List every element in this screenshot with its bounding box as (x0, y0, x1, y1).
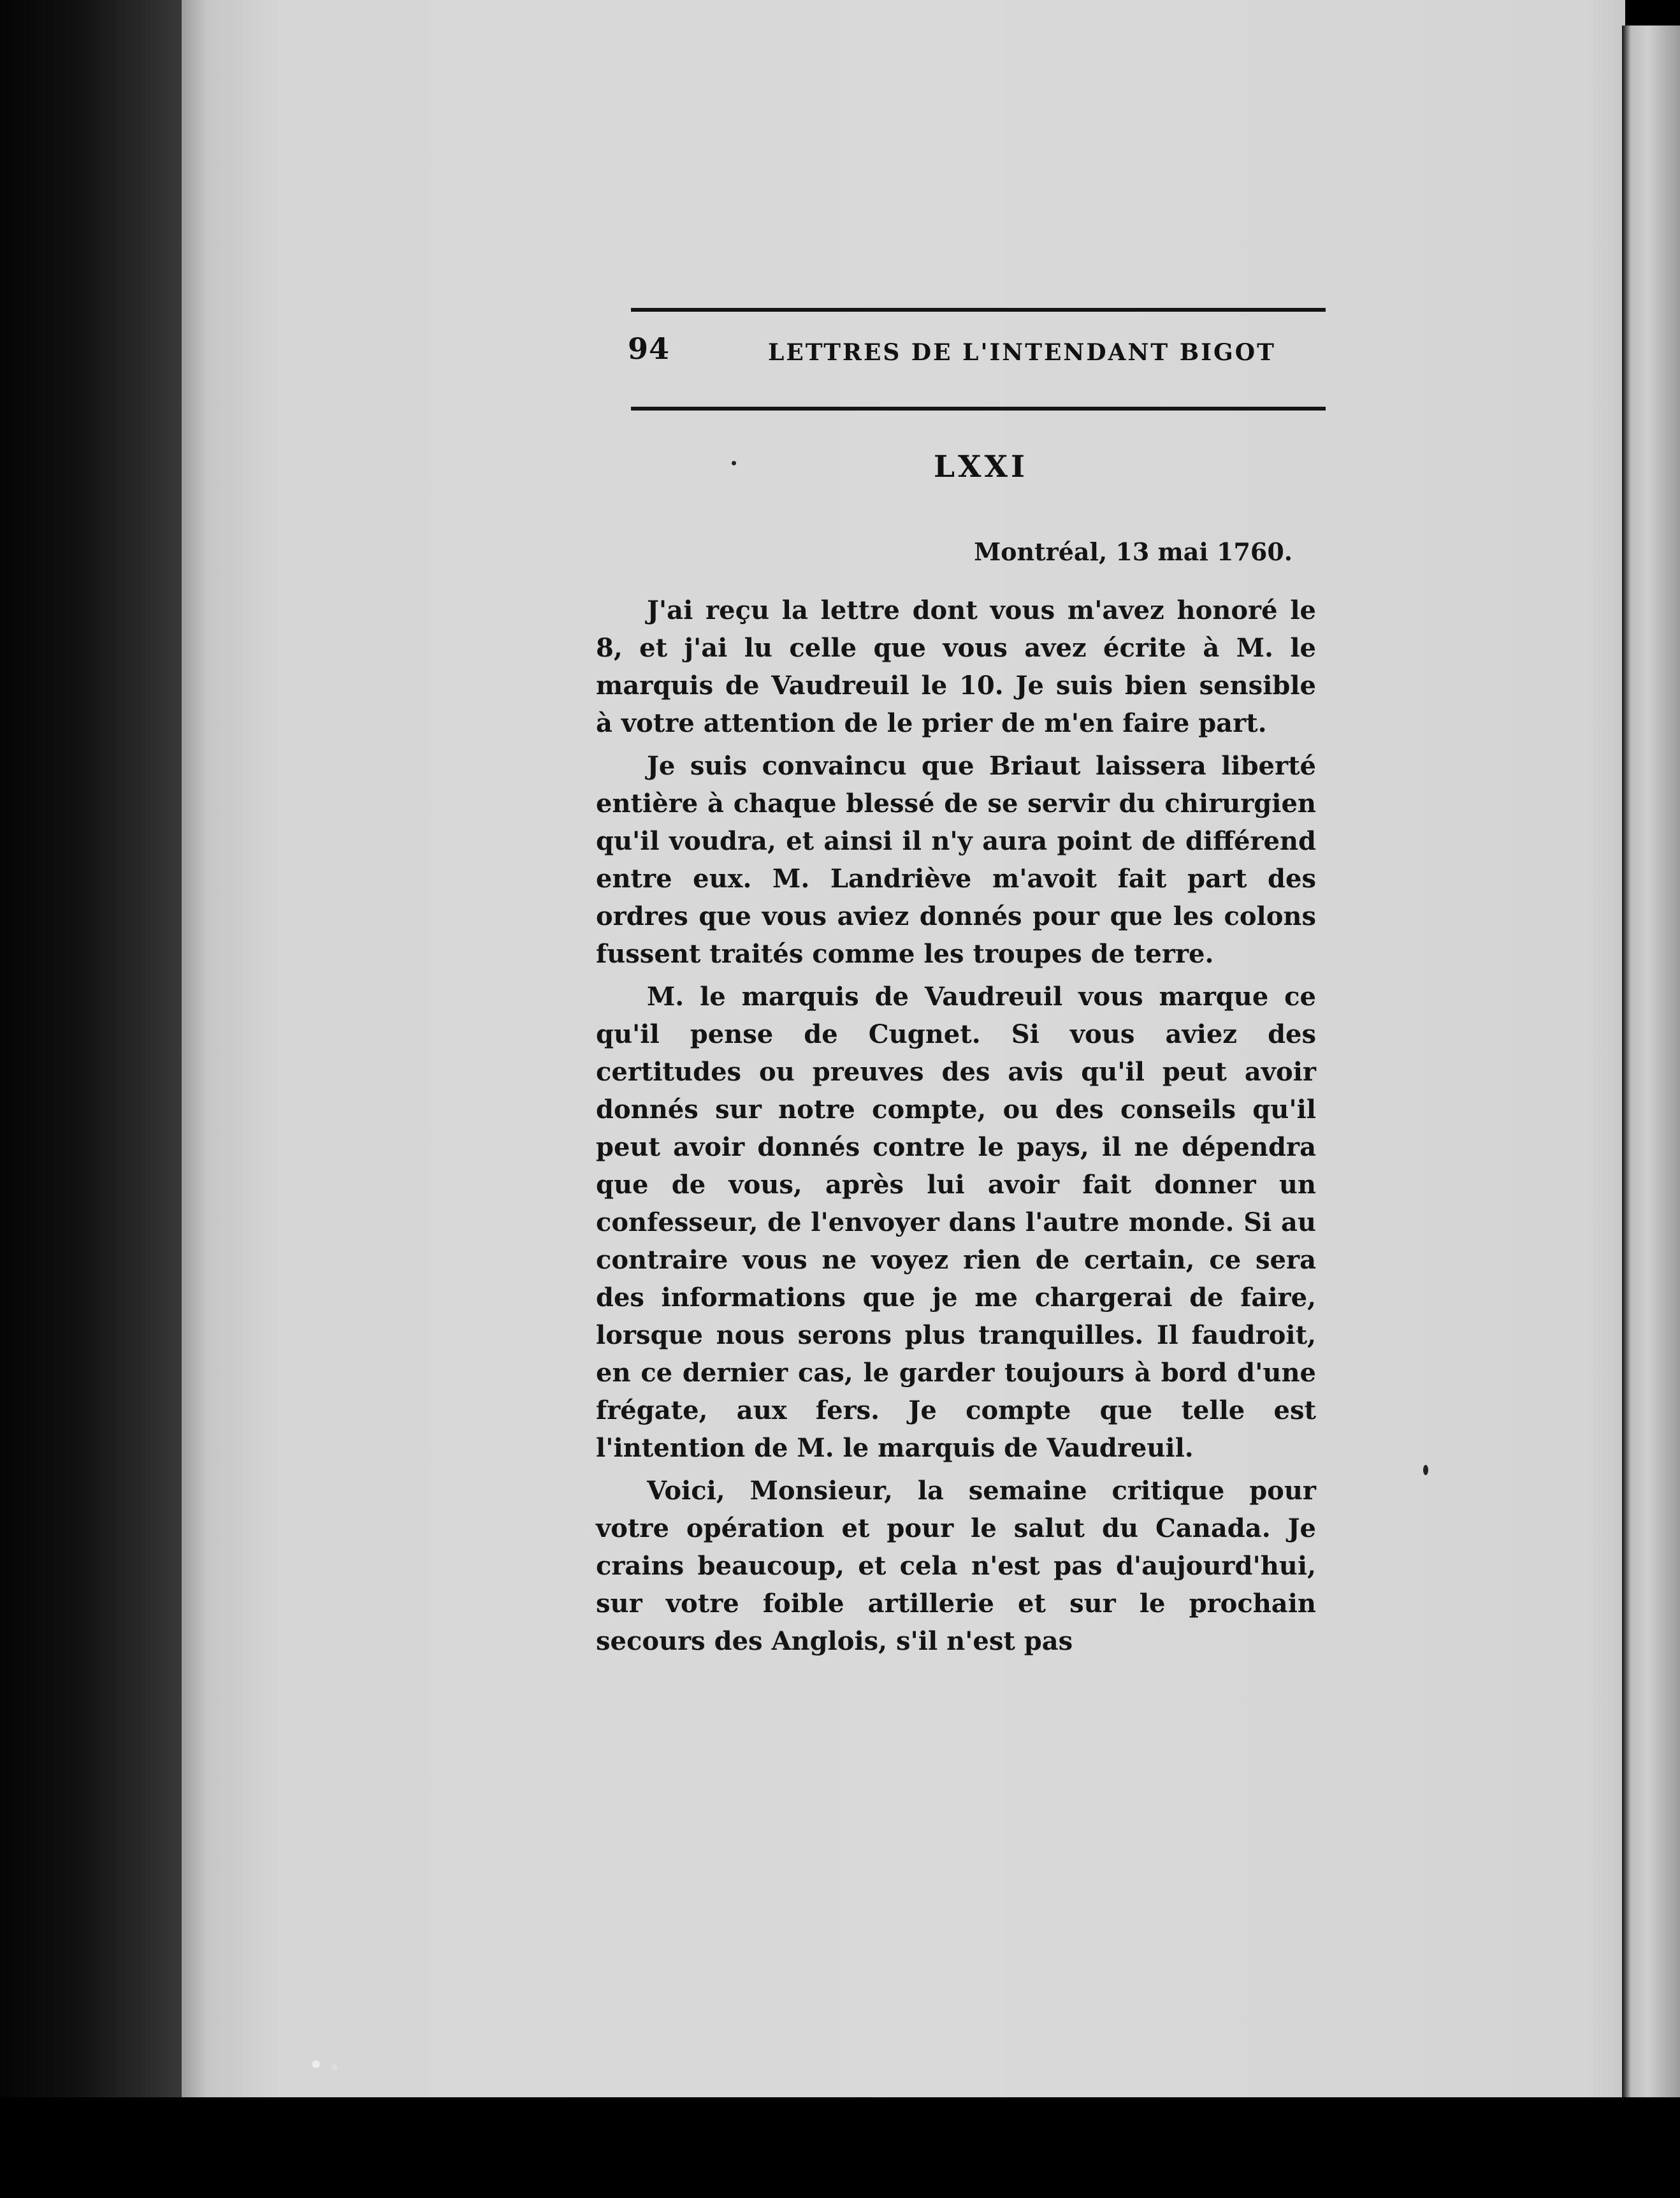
scan-speck (1423, 1465, 1428, 1475)
letter-number-heading: LXXI (934, 449, 1028, 484)
page-number: 94 (628, 331, 670, 366)
scan-speck (331, 2064, 338, 2071)
header-top-rule (631, 308, 1326, 312)
letter-body (596, 592, 1316, 1660)
paragraph-1: J'ai reçu la lettre dont vous m'avez honoré le 8, et j'ai lu celle que vous avez écrite à M. le marquis de Vaudreuil le 10. Je suis bien sensible à votre attention de le prier de m'en faire part. (596, 595, 1316, 738)
paragraph-2: Je suis convaincu que Briaut laissera liberté entière à chaque blessé de se servir du chirurgien qu'il voudra, et ainsi il n'y aura point de différend entre eux. M. Landriève m'avoit fait part des ordres que vous aviez donnés pour que les colons fussent traités comme les troupes de terre. (596, 751, 1316, 969)
scan-speck (312, 2060, 320, 2068)
book-spine-edge (0, 0, 191, 2198)
running-head (628, 331, 1329, 382)
running-title: LETTRES DE L'INTENDANT BIGOT (768, 339, 1276, 366)
letter-dateline: Montréal, 13 mai 1760. (974, 537, 1293, 566)
adjacent-page-edge (1622, 25, 1680, 2104)
paragraph-4: Voici, Monsieur, la semaine critique pour votre opération et pour le salut du Canada. Je crains beaucoup, et cela n'est pas d'aujourd'hui, sur votre foible artillerie et sur le prochain secours des Anglois, s'il n'est pas (596, 1476, 1316, 1656)
paragraph-3: M. le marquis de Vaudreuil vous marque ce qu'il pense de Cugnet. Si vous aviez des certitudes ou preuves des avis qu'il peut avoir donnés sur notre compte, ou des conseils qu'il peut avoir donnés contre le pays, il ne dépendra que de vous, après lui avoir fait donner un confesseur, de l'envoyer dans l'autre monde. Si au contraire vous ne voyez rien de certain, ce sera des informations que je me chargerai de faire, lorsque nous serons plus tranquilles. Il faudroit, en ce dernier cas, le garder toujours à bord d'une frégate, aux fers. Je compte que telle est l'intention de M. le marquis de Vaudreuil. (596, 982, 1316, 1463)
scan-bottom-border (0, 2097, 1680, 2198)
header-bottom-rule (631, 407, 1326, 411)
scan-speck (732, 461, 736, 465)
